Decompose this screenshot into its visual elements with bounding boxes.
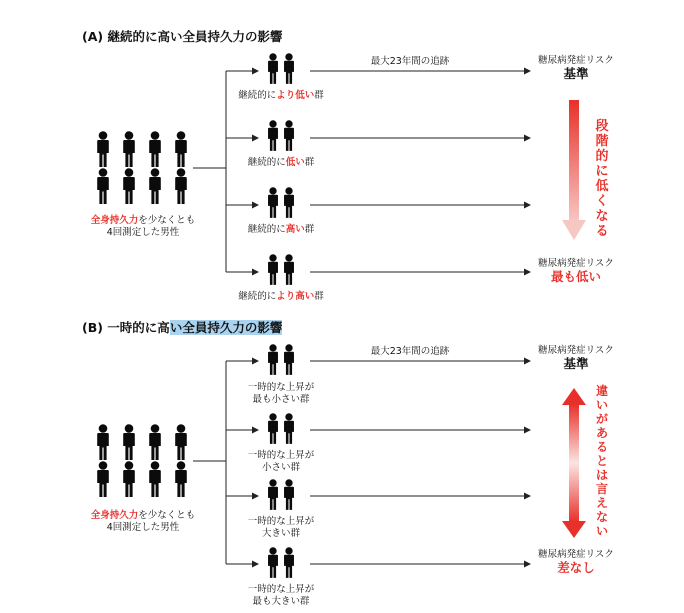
cohort-b-people xyxy=(97,424,187,497)
cohort-b-line2: 4回測定した男性 xyxy=(106,522,180,533)
risk-a-bottom-label: 糖尿病発症リスク xyxy=(538,258,614,269)
group-a-label-2: 継続的に低い群 xyxy=(247,157,315,168)
person-icon xyxy=(284,53,294,84)
person-icon xyxy=(149,461,161,497)
risk-a-top-label: 糖尿病発症リスク xyxy=(538,55,614,66)
person-icon xyxy=(149,168,161,204)
person-icon xyxy=(268,254,278,285)
group-a-label-1: 継続的により低い群 xyxy=(238,90,324,101)
risk-a-bottom xyxy=(526,258,626,283)
person-icon xyxy=(268,479,278,510)
group-b-label-4: 一時的な上昇が 最も大きい群 xyxy=(247,584,315,607)
person-icon xyxy=(123,461,135,497)
cohort-a-red: 全身持久力 xyxy=(90,215,139,226)
trend-b-text: 違 い が あ る と は 言 え な い xyxy=(595,384,608,538)
person-icon xyxy=(268,120,278,151)
section-b-title-plain: (B) 一時的に高 xyxy=(82,320,170,335)
person-icon xyxy=(284,187,294,218)
person-icon xyxy=(123,168,135,204)
person-icon xyxy=(97,424,109,460)
group-a-label-4: 継続的により高い群 xyxy=(238,291,324,302)
group-b-label-3: 一時的な上昇が 大きい群 xyxy=(247,516,315,539)
cohort-a-rest: を少なくとも xyxy=(138,215,196,226)
cohort-a-people xyxy=(97,131,187,204)
risk-b-top-label: 糖尿病発症リスク xyxy=(538,345,614,356)
cohort-b-rest: を少なくとも xyxy=(138,510,196,521)
risk-a-bottom-value: 最も低い xyxy=(550,269,601,284)
cohort-b-caption xyxy=(64,510,222,534)
person-icon xyxy=(284,344,294,375)
person-icon xyxy=(175,461,187,497)
cohort-a-caption xyxy=(64,215,222,239)
person-icon xyxy=(268,53,278,84)
risk-a-top xyxy=(526,55,626,80)
person-icon xyxy=(284,413,294,444)
person-icon xyxy=(97,461,109,497)
cohort-a-line2: 4回測定した男性 xyxy=(106,227,180,238)
section-b-title xyxy=(82,318,282,336)
person-icon xyxy=(284,120,294,151)
person-icon xyxy=(97,131,109,167)
person-icon xyxy=(175,424,187,460)
person-icon xyxy=(284,479,294,510)
group-a-label-3: 継続的に高い群 xyxy=(247,224,315,235)
person-icon xyxy=(175,168,187,204)
trend-arrow-down xyxy=(562,100,586,240)
person-icon xyxy=(284,254,294,285)
person-icon xyxy=(149,424,161,460)
section-a-title: (A) 継続的に高い全員持久力の影響 xyxy=(82,29,283,44)
person-icon xyxy=(175,131,187,167)
person-icon xyxy=(268,187,278,218)
cohort-b-red: 全身持久力 xyxy=(90,510,139,521)
person-icon xyxy=(268,413,278,444)
person-icon xyxy=(268,547,278,578)
trend-a-text: 段 階 的 に 低 く な る xyxy=(595,119,609,239)
person-icon xyxy=(284,547,294,578)
group-b-label-1: 一時的な上昇が 最も小さい群 xyxy=(247,382,315,405)
person-icon xyxy=(123,424,135,460)
person-icon xyxy=(97,168,109,204)
risk-b-top xyxy=(526,345,626,370)
followup-b-label: 最大23年間の追跡 xyxy=(370,346,450,357)
risk-a-top-value: 基準 xyxy=(563,66,589,81)
person-icon xyxy=(149,131,161,167)
person-icon xyxy=(268,344,278,375)
group-people-a xyxy=(268,53,294,285)
risk-b-top-value: 基準 xyxy=(563,356,589,371)
person-icon xyxy=(123,131,135,167)
group-b-label-2: 一時的な上昇が 小さい群 xyxy=(247,450,315,473)
followup-a-label: 最大23年間の追跡 xyxy=(370,56,450,67)
trend-arrow-both xyxy=(562,388,586,538)
risk-b-bottom-label: 糖尿病発症リスク xyxy=(538,549,614,560)
risk-b-bottom-value: 差なし xyxy=(557,560,595,575)
section-b-title-highlight: い全員持久力の影響 xyxy=(169,320,283,335)
risk-b-bottom xyxy=(526,549,626,574)
